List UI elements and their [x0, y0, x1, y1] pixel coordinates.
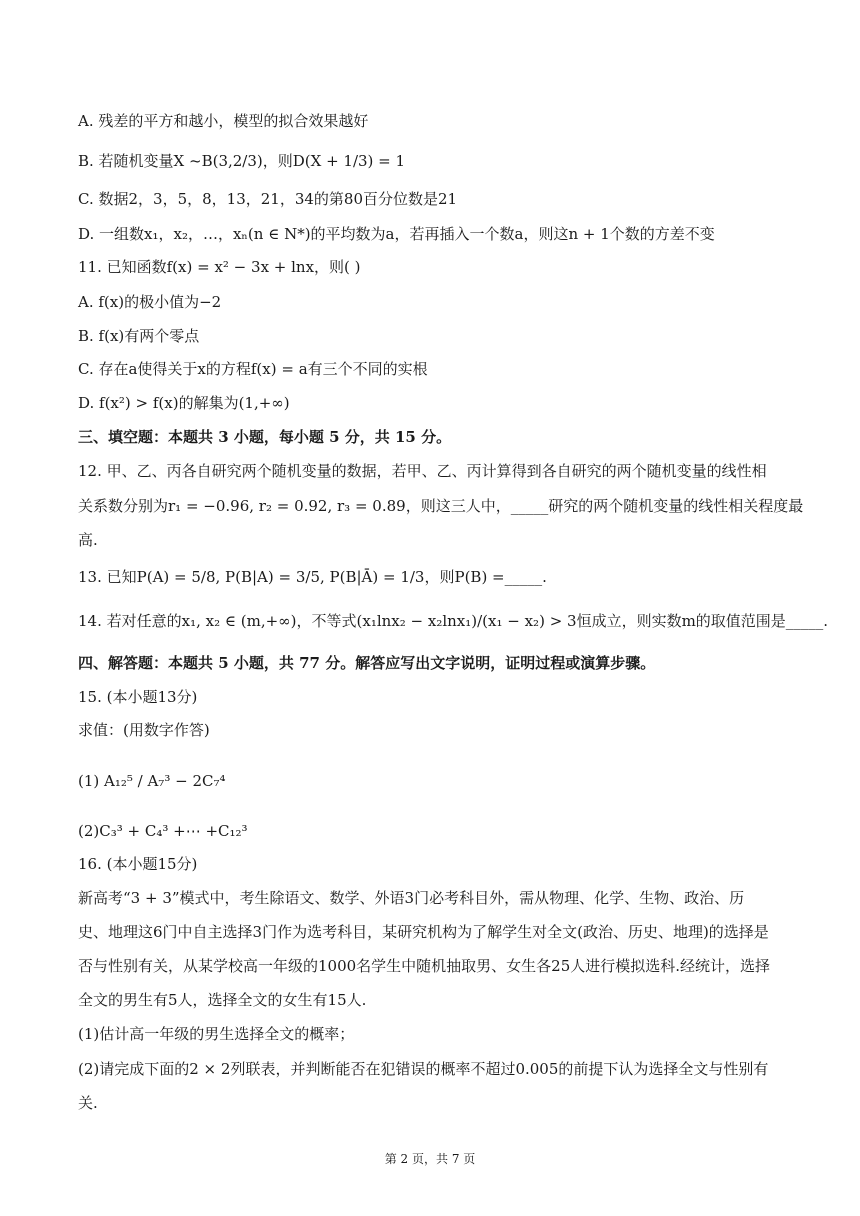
question-16-para-line1: 新高考“3 + 3”模式中，考生除语文、数学、外语3门必考科目外，需从物理、化学、生物、政治、历 [78, 889, 745, 907]
question-16-para-line3: 否与性别有关，从某学校高一年级的1000名学生中随机抽取男、女生各25人进行模拟选科.经统计，选择 [78, 957, 771, 975]
question-16-part2-line2: 关. [78, 1094, 98, 1112]
option-10d: D. 一组数x₁，x₂，…，xₙ(n ∈ N*)的平均数为a，若再插入一个数a，则这n + 1个数的方差不变 [78, 225, 715, 243]
question-15-header: 15. (本小题13分) [78, 688, 198, 706]
option-10b: B. 若随机变量X ~B(3,2/3)，则D(X + 1/3) = 1 [78, 152, 406, 170]
question-12-line1: 12. 甲、乙、丙各自研究两个随机变量的数据，若甲、乙、丙计算得到各自研究的两个随机变量的线性相 [78, 462, 767, 480]
question-16-para-line4: 全文的男生有5人，选择全文的女生有15人. [78, 991, 367, 1009]
question-12-line3: 高. [78, 531, 98, 549]
question-16-part2-line1: (2)请完成下面的2 × 2列联表，并判断能否在犯错误的概率不超过0.005的前提下认为选择全文与性别有 [78, 1060, 769, 1078]
question-15-part2: (2)C₃³ + C₄³ +⋯ +C₁₂³ [78, 822, 248, 840]
page-footer: 第 2 页，共 7 页 [384, 1152, 476, 1166]
question-12-line2: 关系数分别为r₁ = −0.96, r₂ = 0.92, r₃ = 0.89，则这三人中，_____研究的两个随机变量的线性相关程度最 [78, 497, 804, 515]
question-16-part1: (1)估计高一年级的男生选择全文的概率； [78, 1025, 355, 1043]
option-11c: C. 存在a使得关于x的方程f(x) = a有三个不同的实根 [78, 360, 428, 378]
question-15-prompt: 求值：(用数字作答) [78, 721, 210, 739]
question-14: 14. 若对任意的x₁, x₂ ∈ (m,+∞)，不等式(x₁lnx₂ − x₂lnx₁)/(x₁ − x₂) > 3恒成立，则实数m的取值范围是_____. [78, 612, 829, 630]
question-15-part1: (1) A₁₂⁵ / A₇³ − 2C₇⁴ [78, 772, 226, 790]
section-3-heading: 三、填空题：本题共 3 小题，每小题 5 分，共 15 分。 [78, 428, 452, 446]
question-16-para-line2: 史、地理这6门中自主选择3门作为选考科目，某研究机构为了解学生对全文(政治、历史、地理)的选择是 [78, 923, 769, 941]
option-10a: A. 残差的平方和越小，模型的拟合效果越好 [78, 112, 369, 130]
question-11: 11. 已知函数f(x) = x² − 3x + lnx，则( ) [78, 258, 361, 276]
question-13: 13. 已知P(A) = 5/8, P(B|A) = 3/5, P(B|Ā) = 1/3，则P(B) =_____. [78, 568, 547, 586]
option-10c: C. 数据2，3，5，8，13，21，34的第80百分位数是21 [78, 190, 458, 208]
section-4-heading: 四、解答题：本题共 5 小题，共 77 分。解答应写出文字说明，证明过程或演算步骤。 [78, 654, 656, 672]
question-16-header: 16. (本小题15分) [78, 855, 198, 873]
option-11a: A. f(x)的极小值为−2 [78, 293, 222, 311]
option-11d: D. f(x²) > f(x)的解集为(1,+∞) [78, 394, 290, 412]
option-11b: B. f(x)有两个零点 [78, 327, 200, 345]
